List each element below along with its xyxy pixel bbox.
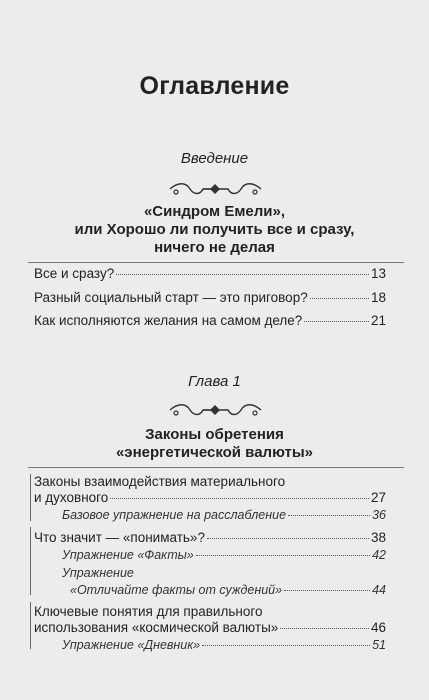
toc-subentry-text: Упражнение «Дневник» <box>62 638 201 652</box>
toc-entry-text[interactable]: Законы взаимодействия материального <box>34 474 286 489</box>
leader-dots <box>288 515 370 516</box>
toc-subentry[interactable] <box>62 638 386 652</box>
page-title: Оглавление <box>139 72 290 100</box>
toc-subentry[interactable] <box>62 508 386 522</box>
intro-heading-line: ничего не делая <box>154 239 275 256</box>
ornament-divider-icon <box>168 401 263 419</box>
toc-subentry-page: 36 <box>372 508 386 522</box>
toc-subentry-page: 42 <box>372 548 386 562</box>
leader-dots <box>110 498 369 499</box>
toc-entry-text[interactable]: Ключевые понятия для правильного <box>34 604 263 619</box>
toc-entry-page: 21 <box>370 313 386 328</box>
chapter-heading-line: Законы обретения <box>145 426 284 443</box>
toc-entry-text: Как исполняются желания на самом деле? <box>34 313 303 328</box>
intro-heading-line: «Синдром Емели», <box>143 203 286 220</box>
toc-entry-page: 27 <box>370 490 386 505</box>
toc-entry[interactable] <box>34 530 386 545</box>
chapter-heading-line: «энергетической валюты» <box>115 444 314 461</box>
toc-entry[interactable] <box>34 313 386 328</box>
toc-entry-text: Разный социальный старт — это приговор? <box>34 290 308 305</box>
toc-subentry-text: «Отличайте факты от суждений» <box>70 583 283 597</box>
leader-dots <box>202 645 370 646</box>
intro-heading <box>30 203 399 257</box>
section-divider <box>28 467 404 468</box>
toc-subentry-page: 51 <box>372 638 386 652</box>
chapter-heading <box>30 426 399 462</box>
leader-dots <box>304 321 369 322</box>
leader-dots <box>310 298 369 299</box>
toc-entry-page: 18 <box>370 290 386 305</box>
leader-dots <box>280 628 369 629</box>
toc-subentry[interactable] <box>62 548 386 562</box>
entry-vertical-rule <box>30 602 31 649</box>
intro-heading-line: или Хорошо ли получить все и сразу, <box>74 221 355 238</box>
leader-dots <box>196 555 370 556</box>
toc-entry-text: Все и сразу? <box>34 266 115 281</box>
leader-dots <box>207 538 369 539</box>
entry-vertical-rule <box>30 527 31 595</box>
toc-entry-text: Что значит — «понимать»? <box>34 530 205 545</box>
toc-entry[interactable] <box>34 266 386 281</box>
toc-subentry-text[interactable]: Упражнение <box>62 566 134 580</box>
toc-subentry-text: Базовое упражнение на расслабление <box>62 508 287 522</box>
ornament-divider-icon <box>168 180 263 198</box>
toc-subentry-page: 44 <box>372 583 386 597</box>
intro-label: Введение <box>180 150 249 167</box>
toc-subentry-text: Упражнение «Факты» <box>62 548 194 562</box>
toc-entry[interactable] <box>34 490 386 505</box>
toc-entry-page: 13 <box>370 266 386 281</box>
toc-entry-page: 38 <box>370 530 386 545</box>
toc-entry[interactable] <box>34 620 386 635</box>
chapter-label: Глава 1 <box>188 373 241 390</box>
toc-entry[interactable] <box>34 290 386 305</box>
toc-subentry[interactable] <box>70 583 386 597</box>
toc-entry-page: 46 <box>370 620 386 635</box>
toc-entry-text: использования «космической валюты» <box>34 620 279 635</box>
leader-dots <box>284 590 370 591</box>
toc-entry-text: и духовного <box>34 490 109 505</box>
leader-dots <box>116 274 369 275</box>
entry-vertical-rule <box>30 474 31 521</box>
section-divider <box>28 262 404 263</box>
